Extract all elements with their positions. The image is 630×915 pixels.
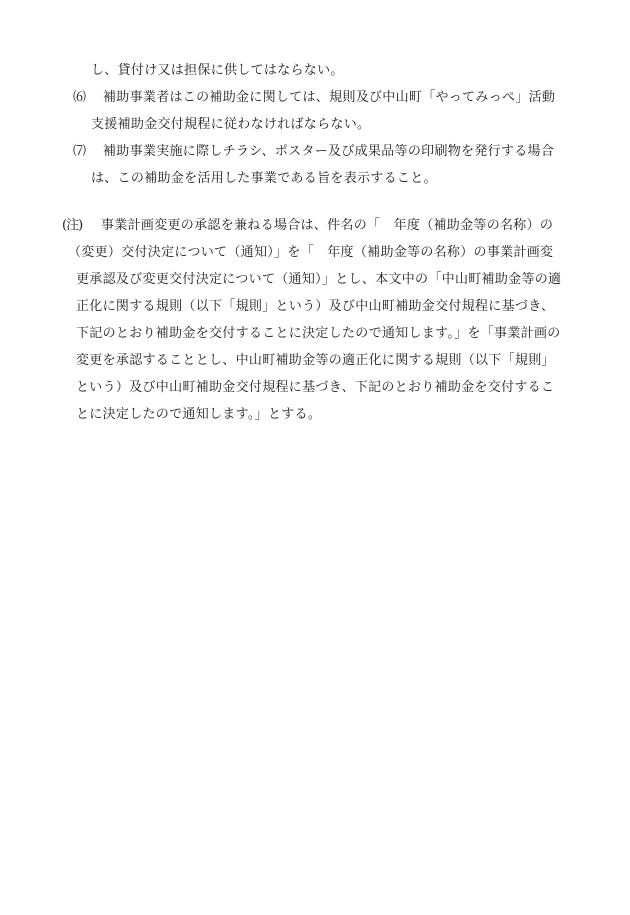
item-6-line-1: 補助事業者はこの補助金に関しては、規則及び中山町「やってみっぺ」活動 xyxy=(103,90,556,105)
note-line-2: （変更）交付決定について（通知）」を「 年度（補助金等の名称）の事業計画変 xyxy=(68,245,554,260)
note-line-5: 下記のとおり補助金を交付することに決定したので通知します。」を「事業計画の xyxy=(76,326,561,341)
item-7-line-2: は、この補助金を活用した事業である旨を表示すること。 xyxy=(91,171,437,186)
item-7-line-1: 補助事業実施に際しチラシ、ポスター及び成果品等の印刷物を発行する場合 xyxy=(103,144,555,159)
note-line-4: 正化に関する規則（以下「規則」という）及び中山町補助金交付規程に基づき、 xyxy=(76,299,555,314)
item-5-continuation: し、貸付け又は担保に供してはならない。 xyxy=(91,63,344,78)
item-6-number: ⑹ xyxy=(73,90,87,105)
item-6-line-2: 支援補助金交付規程に従わなければならない。 xyxy=(91,117,371,132)
note-label: (注) xyxy=(62,218,83,233)
note-line-1: 事業計画変更の承認を兼ねる場合は、件名の「 年度（補助金等の名称）の xyxy=(101,218,554,233)
note-line-6: 変更を承認することとし、中山町補助金等の適正化に関する規則（以下「規則」 xyxy=(76,353,555,368)
note-line-3: 更承認及び変更交付決定について（通知）」とし、本文中の「中山町補助金等の適 xyxy=(76,272,562,287)
note-line-7: という）及び中山町補助金交付規程に基づき、下記のとおり補助金を交付するこ xyxy=(76,380,555,395)
item-7-number: ⑺ xyxy=(73,144,87,159)
note-line-8: とに決定したので通知します。」とする。 xyxy=(76,407,322,422)
